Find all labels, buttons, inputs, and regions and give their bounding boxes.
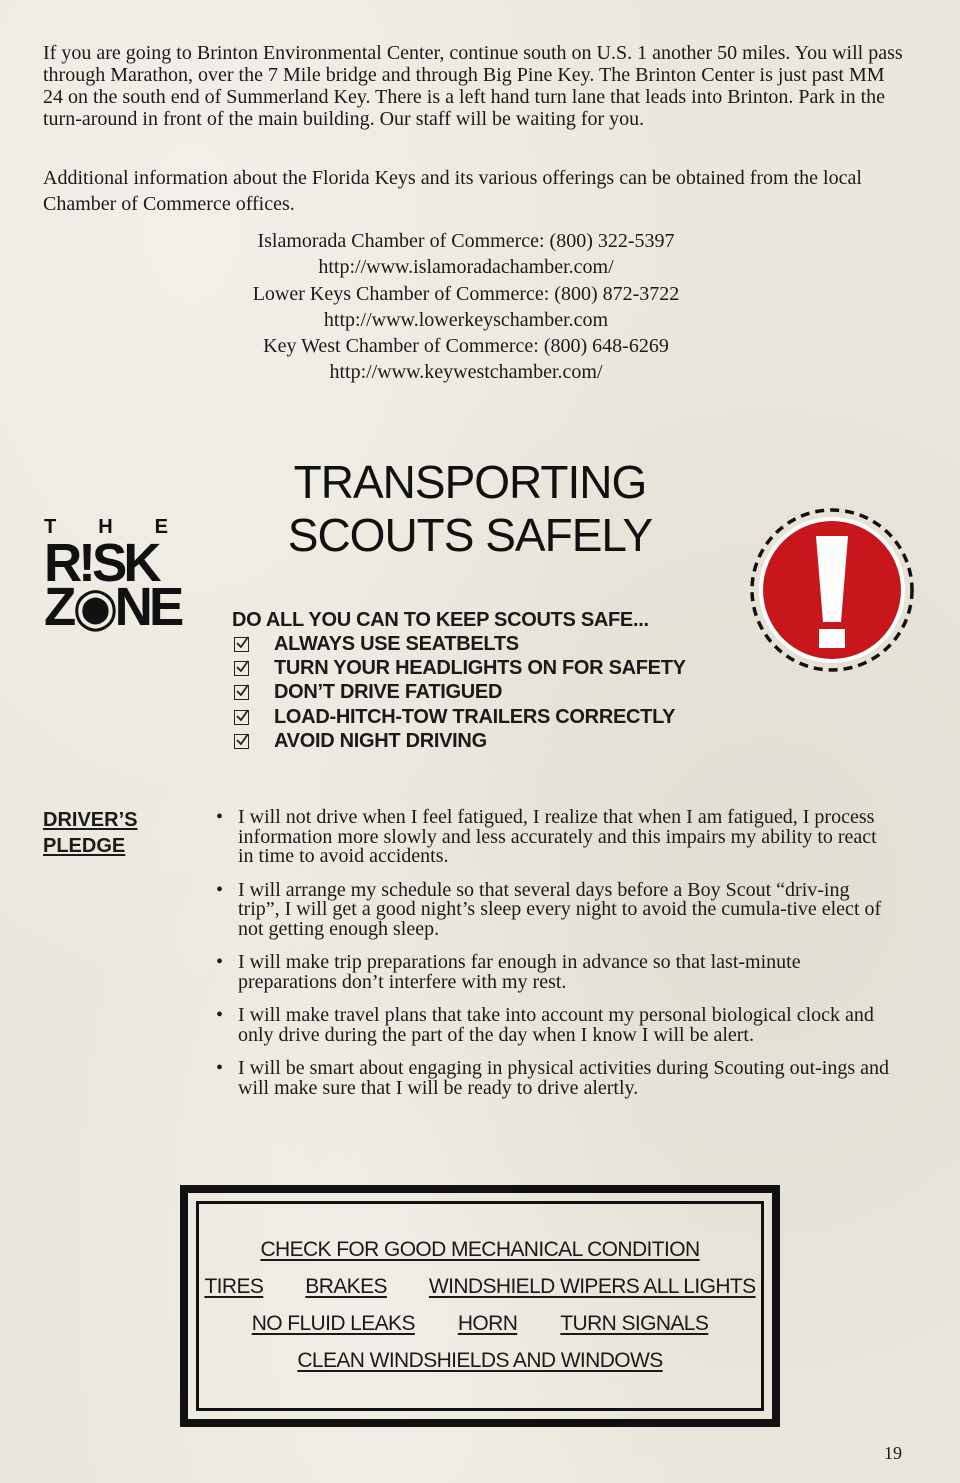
- bullet-icon: •: [216, 878, 224, 901]
- intro-chamber-paragraph: Additional information about the Florida Keys and its various offerings can be obtained from the local Chamber of Commerce offices.: [43, 167, 862, 215]
- mechanical-row-3: [188, 1311, 772, 1337]
- mechanical-row-2: [188, 1274, 772, 1300]
- safety-title: DO ALL YOU CAN TO KEEP SCOUTS SAFE...: [232, 609, 649, 631]
- pledge-item: [216, 1059, 896, 1098]
- headline-line-2: SCOUTS SAFELY: [287, 509, 653, 561]
- checked-box-icon: [234, 710, 249, 725]
- contact-keywest-url[interactable]: http://www.keywestchamber.com/: [329, 361, 603, 384]
- logo-letter-t: T: [44, 516, 57, 538]
- mechanical-item-turn-signals: TURN SIGNALS: [560, 1312, 709, 1335]
- mechanical-check-inner-frame: [196, 1201, 764, 1411]
- checked-box-icon: [234, 685, 249, 700]
- checked-box-icon: [234, 734, 249, 749]
- drivers-pledge-list: [216, 808, 896, 1112]
- pledge-item-text: I will arrange my schedule so that several days before a Boy Scout “driv-ing trip”, I will get a good night’s sleep every night to avoid the cumula-tive elect of not getting enough sleep.: [238, 878, 882, 940]
- mechanical-check-box: [180, 1185, 780, 1427]
- mechanical-item-fluid-leaks: NO FLUID LEAKS: [251, 1312, 415, 1335]
- mechanical-item-tires: TIRES: [204, 1275, 264, 1298]
- page-number: 19: [884, 1443, 902, 1463]
- pledge-item: [216, 1006, 896, 1045]
- pledge-heading-line-1: DRIVER’S: [43, 809, 138, 831]
- checklist-item-label: TURN YOUR HEADLIGHTS ON FOR SAFETY: [274, 657, 686, 680]
- pledge-heading-line-2: PLEDGE: [43, 835, 126, 857]
- mechanical-item-horn: HORN: [457, 1312, 518, 1335]
- contact-lowerkeys-phone: Lower Keys Chamber of Commerce: (800) 872-3722: [252, 282, 680, 305]
- pledge-item-text: I will make trip preparations far enough in advance so that last-minute preparations don’t interfere with my rest.: [238, 951, 801, 993]
- checklist-item-label: LOAD-HITCH-TOW TRAILERS CORRECTLY: [274, 705, 676, 728]
- mechanical-item-brakes: BRAKES: [305, 1275, 387, 1298]
- logo-letter-e: E: [154, 516, 168, 538]
- mechanical-item-wipers-lights: WINDSHIELD WIPERS ALL LIGHTS: [428, 1275, 756, 1298]
- checklist-item: [232, 656, 686, 680]
- checklist-item: [232, 730, 686, 754]
- exclamation-circle-icon: [748, 506, 916, 674]
- safety-checklist: [232, 632, 686, 754]
- pledge-item-text: I will not drive when I feel fatigued, I realize that when I am fatigued, I process information more slowly and less accurately and this impairs my ability to react in time to avoid accidents.: [238, 806, 877, 867]
- mechanical-item-windshields: CLEAN WINDSHIELDS AND WINDOWS: [297, 1349, 663, 1372]
- contact-islamorada-phone: Islamorada Chamber of Commerce: (800) 322-5397: [257, 230, 675, 252]
- checklist-item: [232, 681, 686, 705]
- pledge-item-text: I will make travel plans that take into account my personal biological clock and only drive during the part of the day when I know I will be alert.: [238, 1004, 874, 1046]
- contact-keywest-phone: Key West Chamber of Commerce: (800) 648-6269: [263, 335, 669, 358]
- headline-line-1: TRANSPORTING: [293, 456, 647, 508]
- contact-lowerkeys-url[interactable]: http://www.lowerkeyschamber.com: [323, 308, 609, 331]
- bullet-icon: •: [216, 1057, 224, 1079]
- intro-directions-paragraph: If you are going to Brinton Environmental Center, continue south on U.S. 1 another 50 miles. You will pass through Marathon, over the 7 Mile bridge and through Big Pine Key. The Brinton Center is just past MM 24 on the south end of Summerland Key. There is a left hand turn lane that leads into Brinton. Park in the turn-around in front of the main building. Our staff will be waiting for you.: [43, 42, 903, 130]
- logo-word-zone: Z◉NE: [44, 577, 181, 637]
- checked-box-icon: [234, 637, 249, 652]
- checklist-item: [232, 632, 686, 656]
- mechanical-row-4: [188, 1348, 772, 1374]
- checklist-item-label: ALWAYS USE SEATBELTS: [274, 632, 519, 655]
- pledge-item: [216, 953, 896, 992]
- pledge-item-text: I will be smart about engaging in physical activities during Scouting out-ings and will make sure that I will be ready to drive alertly.: [238, 1057, 889, 1099]
- pledge-item: [216, 878, 896, 940]
- drivers-pledge-heading: [43, 807, 137, 859]
- chamber-contacts: [180, 228, 752, 386]
- checklist-item-label: AVOID NIGHT DRIVING: [274, 730, 487, 753]
- section-headline: [280, 456, 660, 562]
- risk-zone-logo: [44, 516, 181, 637]
- checklist-item-label: DON’T DRIVE FATIGUED: [274, 681, 503, 704]
- mechanical-row-1: [188, 1237, 772, 1263]
- contact-islamorada-url[interactable]: http://www.islamoradachamber.com/: [318, 256, 614, 279]
- bullet-icon: •: [216, 1004, 224, 1026]
- checklist-item: [232, 705, 686, 729]
- pledge-item: [216, 808, 896, 867]
- checked-box-icon: [234, 661, 249, 676]
- logo-letter-h: H: [98, 516, 113, 538]
- bullet-icon: •: [216, 806, 224, 828]
- logo-word-risk: R!SK: [44, 533, 158, 593]
- bullet-icon: •: [216, 951, 224, 973]
- mechanical-heading: CHECK FOR GOOD MECHANICAL CONDITION: [260, 1238, 700, 1261]
